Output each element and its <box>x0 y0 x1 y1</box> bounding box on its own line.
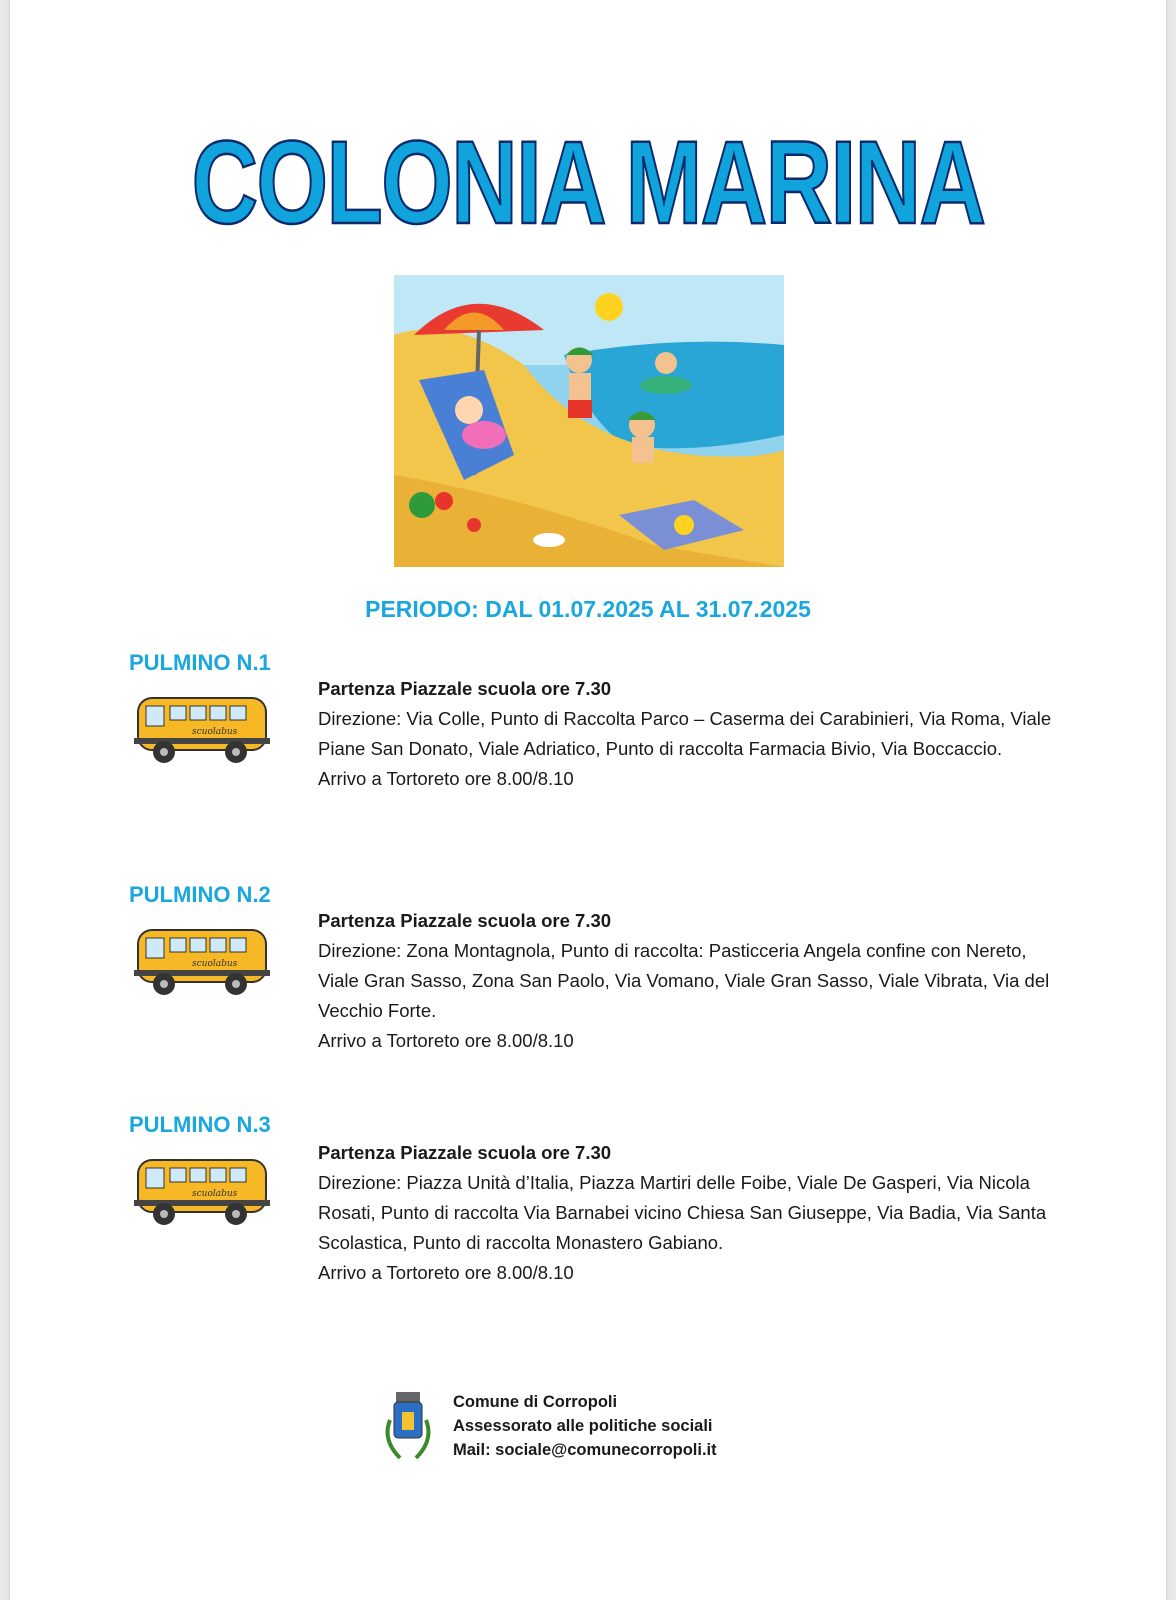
footer-municipality: Comune di Corropoli <box>453 1393 618 1411</box>
route-1-arrival: Arrivo a Tortoreto ore 8.00/8.10 <box>318 768 574 789</box>
route-3-arrival: Arrivo a Tortoreto ore 8.00/8.10 <box>318 1262 574 1283</box>
route-2-departure: Partenza Piazzale scuola ore 7.30 <box>318 910 612 931</box>
route-3-departure: Partenza Piazzale scuola ore 7.30 <box>318 1142 612 1163</box>
footer-contact <box>453 1390 717 1462</box>
bus-sign-text: scuolabus <box>192 727 238 737</box>
footer-email[interactable]: Mail: sociale@comunecorropoli.it <box>453 1441 717 1459</box>
school-bus-icon <box>132 688 282 776</box>
route-1-label: PULMINO N.1 <box>129 650 271 675</box>
route-3-direction: Direzione: Piazza Unità d’Italia, Piazza Martiri delle Foibe, Viale De Gasperi, Via Nicola Rosati, Punto di raccolta Via Barnabei vicino Chiesa San Giuseppe, Via Badia, Via Santa Scolastica, Punto di raccolta Monastero Gabiano. <box>318 1172 1047 1253</box>
route-3-details <box>318 1138 1058 1288</box>
route-1-direction: Direzione: Via Colle, Punto di Raccolta Parco – Caserma dei Carabinieri, Via Roma, Viale Piane San Donato, Viale Adriatico, Punto di raccolta Farmacia Bivio, Via Boccaccio. <box>318 708 1052 759</box>
route-2-label: PULMINO N.2 <box>129 882 271 907</box>
footer-department: Assessorato alle politiche sociali <box>453 1417 713 1435</box>
flyer-page <box>10 0 1166 1600</box>
school-bus-icon <box>132 920 282 1008</box>
bus-sign-text: scuolabus <box>192 959 238 969</box>
school-bus-icon <box>132 1150 282 1238</box>
bus-sign-text: scuolabus <box>192 1189 238 1199</box>
route-1-departure: Partenza Piazzale scuola ore 7.30 <box>318 678 612 699</box>
municipal-crest-icon <box>380 1390 436 1468</box>
route-2-direction: Direzione: Zona Montagnola, Punto di raccolta: Pasticceria Angela confine con Nereto, Viale Gran Sasso, Zona San Paolo, Via Vomano, Viale Gran Sasso, Viale Vibrata, Via del Vecchio Forte. <box>318 940 1050 1021</box>
route-1-details <box>318 674 1058 794</box>
route-2-details <box>318 906 1058 1056</box>
page-title: COLONIA MARINA <box>191 117 985 249</box>
beach-illustration <box>394 275 784 567</box>
route-2-arrival: Arrivo a Tortoreto ore 8.00/8.10 <box>318 1030 574 1051</box>
route-3-label: PULMINO N.3 <box>129 1112 271 1137</box>
period-dates: PERIODO: DAL 01.07.2025 AL 31.07.2025 <box>365 596 811 622</box>
